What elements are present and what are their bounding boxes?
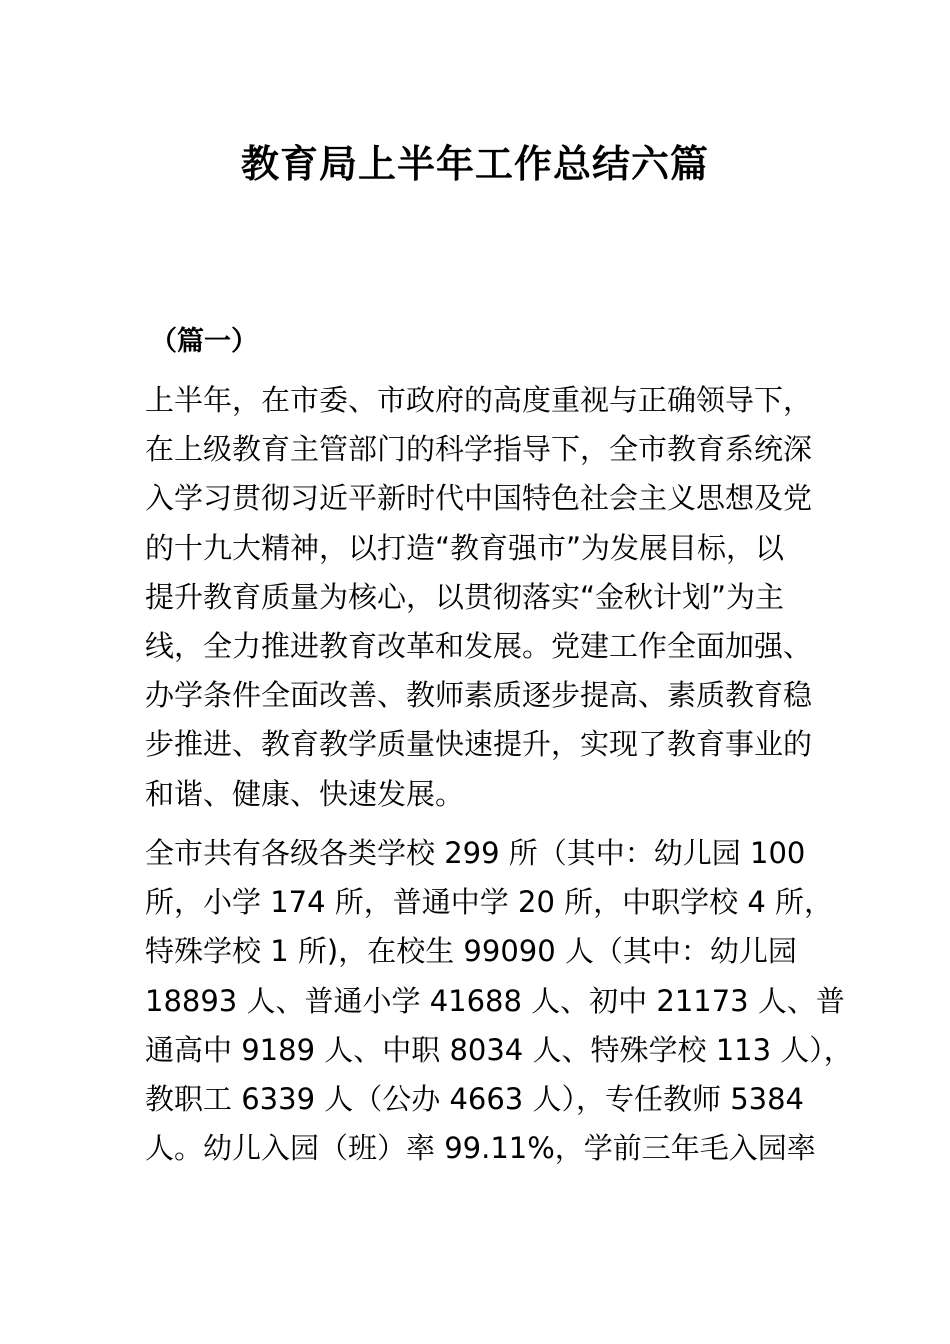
paragraph-line: 通高中 9189 人、中职 8034 人、特殊学校 113 人）， <box>145 1032 853 1067</box>
paragraph-line: 教职工 6339 人（公办 4663 人），专任教师 5384 <box>145 1082 805 1117</box>
paragraph-line: 全市共有各级各类学校 299 所（其中：幼儿园 100 <box>145 836 806 870</box>
paragraph-2 <box>145 829 853 1173</box>
paragraph-line: 特殊学校 1 所)，在校生 99090 人（其中：幼儿园 <box>145 934 797 969</box>
section-heading: （篇一） <box>150 326 258 357</box>
paragraph-line: 办学条件全面改善、教师素质逐步提高、素质教育稳 <box>145 678 813 713</box>
paragraph-line: 提升教育质量为核心，以贯彻落实“金秋计划”为主 <box>145 579 785 614</box>
paragraph-line: 和谐、健康、快速发展。 <box>145 776 465 811</box>
paragraph-line: 线，全力推进教育改革和发展。党建工作全面加强、 <box>145 629 813 664</box>
paragraph-line: 步推进、教育教学质量快速提升，实现了教育事业的 <box>145 727 813 762</box>
paragraph-line: 入学习贯彻习近平新时代中国特色社会主义思想及党 <box>145 481 813 516</box>
paragraph-1 <box>145 376 813 819</box>
paragraph-line: 在上级教育主管部门的科学指导下，全市教育系统深 <box>145 432 813 467</box>
document-title: 教育局上半年工作总结六篇 <box>240 142 709 186</box>
paragraph-line: 上半年，在市委、市政府的高度重视与正确领导下， <box>145 383 813 417</box>
paragraph-line: 人。幼儿入园（班）率 99.11%，学前三年毛入园率 <box>145 1131 816 1166</box>
paragraph-line: 18893 人、普通小学 41688 人、初中 21173 人、普 <box>145 983 845 1018</box>
paragraph-line: 所，小学 174 所，普通中学 20 所，中职学校 4 所， <box>145 885 834 920</box>
paragraph-line: 的十九大精神，以打造“教育强市”为发展目标，以 <box>145 530 785 565</box>
